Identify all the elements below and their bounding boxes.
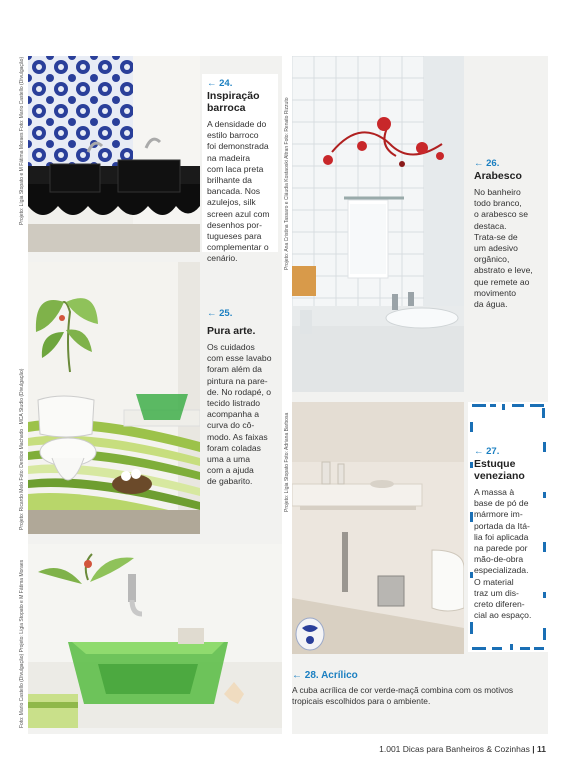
text-line: foi demonstrada	[207, 141, 269, 152]
text-line: que remete ao	[474, 276, 530, 287]
credit-24: Projeto: Lígia Stopato e M Fátima Moraes Foto: Mario Castello (Divulgação)	[19, 56, 25, 225]
text-line: creto diferen-	[474, 599, 525, 610]
card-26	[468, 156, 546, 310]
text-line: com esse lavabo	[207, 353, 272, 364]
caption-28	[292, 670, 542, 707]
item-26-number: ← 26.	[474, 158, 500, 169]
text-line: desenhos por-	[207, 219, 262, 230]
text-line: abstrato e leve,	[474, 265, 533, 276]
text-line: traz um dis-	[474, 587, 519, 598]
text-line: cial ao espaço.	[474, 610, 532, 621]
item-28-number: ← 28. Acrílico	[292, 670, 358, 681]
text-line: na parede por	[474, 543, 528, 554]
page-footer	[379, 744, 546, 754]
item-25-text	[207, 342, 278, 488]
text-line: mármore im-	[474, 509, 523, 520]
text-line: Os cuidados	[207, 342, 255, 352]
item-28-text	[292, 685, 542, 707]
text-line: azulejos, silk	[207, 197, 256, 208]
text-line: o arabesco se	[474, 209, 528, 220]
credit-27: Projeto: Lígia Stopato Foto: Adriana Barbosa	[284, 412, 290, 512]
card-24	[202, 74, 278, 264]
text-line: um adesivo	[474, 243, 518, 254]
text-line: bancada. Nos	[207, 186, 261, 197]
text-line: cenário.	[207, 253, 238, 264]
page-number: 11	[537, 744, 546, 754]
item-27-number: ← 27.	[474, 446, 500, 457]
text-line: A cuba acrílica de cor verde-maçã combina com os motivos	[292, 685, 514, 695]
text-line: foram coladas	[207, 442, 261, 453]
credit-25: Projeto: Ricardo Melo Foto: Dentice Machado · MCA Studio (Divulgação)	[19, 368, 25, 530]
text-line: screen azul com	[207, 208, 270, 219]
text-line: pintura na pare-	[207, 375, 268, 386]
text-line: A densidade do	[207, 119, 267, 129]
photo-acrylic-basin	[28, 544, 282, 728]
item-27-title-line2: veneziano	[474, 470, 525, 482]
text-line: portada da Itá-	[474, 520, 530, 531]
text-line: No banheiro	[474, 187, 521, 197]
item-24-title-line1: Inspiração	[207, 90, 260, 102]
text-line: brilhante da	[207, 175, 252, 186]
text-line: A massa à	[474, 487, 515, 497]
text-line: de gabarito.	[207, 476, 253, 487]
text-line: curva do cô-	[207, 420, 255, 431]
text-line: foram além da	[207, 364, 262, 375]
text-line: na madeira	[207, 152, 250, 163]
item-27-title-line1: Estuque	[474, 458, 516, 470]
item-26-title: Arabesco	[474, 170, 522, 182]
footer-separator: |	[532, 744, 535, 754]
text-line: de. No rodapé, o	[207, 386, 272, 397]
photo-striped-lavatory	[28, 262, 200, 534]
photo-baroque-bathroom	[28, 56, 200, 252]
text-line: base de pó de	[474, 498, 529, 509]
card-25	[202, 306, 278, 486]
photo-arabesque-bathroom	[292, 56, 464, 392]
item-25-number: ← 25.	[207, 308, 233, 319]
credit-28: Foto: Mario Castello (Divulgação) Projeto: Lígia Stopato e M Fátima Moraes	[19, 559, 25, 728]
text-line: com a ajuda	[207, 465, 254, 476]
text-line: especializada.	[474, 565, 529, 576]
item-24-title-line2: barroca	[207, 102, 246, 114]
text-line: O material	[474, 576, 514, 587]
credit-26: Projeto: Ana Cristina Tassaro e Cláudia Kostaoski Altran Foto: Renato Rizzuto	[284, 97, 290, 270]
item-27-text	[474, 487, 546, 621]
text-line: lia foi aplicada	[474, 531, 529, 542]
text-line: mão-de-obra	[474, 554, 524, 565]
item-25-title: Pura arte.	[207, 325, 256, 337]
text-line: da água.	[474, 299, 508, 310]
text-line: movimento	[474, 287, 517, 298]
text-line: tecido listrado	[207, 398, 261, 409]
item-26-text	[474, 187, 546, 310]
text-line: orgânico,	[474, 254, 510, 265]
text-line: acompanha a	[207, 409, 260, 420]
text-line: tropicais escolhidos para o ambiente.	[292, 696, 431, 706]
text-line: todo branco,	[474, 198, 522, 209]
text-line: Trata-se de	[474, 231, 518, 242]
text-line: uma a uma	[207, 454, 250, 465]
text-line: destaca.	[474, 220, 507, 231]
item-24-number: ← 24.	[207, 78, 233, 89]
text-line: complementar o	[207, 242, 269, 253]
photo-stucco-bathroom	[292, 402, 464, 654]
text-line: com laca preta	[207, 163, 264, 174]
text-line: modo. As faixas	[207, 431, 268, 442]
item-24-text	[207, 119, 278, 265]
text-line: estilo barroco	[207, 130, 259, 141]
footer-label: 1.001 Dicas para Banheiros & Cozinhas	[379, 744, 530, 754]
text-line: tugueses para	[207, 231, 262, 242]
card-27	[468, 402, 548, 652]
